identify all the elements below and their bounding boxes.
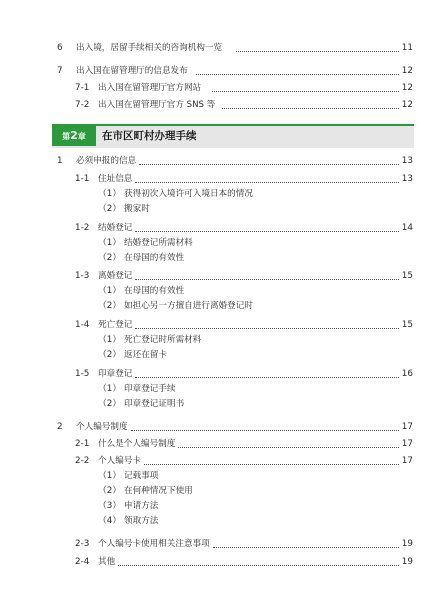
dot-leader (196, 74, 399, 75)
entry-page: 11 (401, 43, 413, 53)
entry-title: 印章登记 (98, 369, 133, 379)
toc-entry[interactable] (0, 514, 448, 528)
entry-number: 6 (57, 43, 63, 53)
entry-title: 离婚登记 (98, 271, 133, 281)
entry-title: 出入国在留管理厅官方网站 (98, 83, 202, 93)
entry-title: 领取方法 (124, 516, 159, 526)
entry-title: 个人编号卡 (98, 456, 141, 466)
toc-entry[interactable] (0, 537, 448, 551)
toc-entry[interactable] (0, 172, 448, 186)
toc-entry[interactable] (0, 382, 448, 396)
entry-title: 在母国的有效性 (124, 253, 185, 263)
entry-page: 17 (401, 456, 413, 466)
entry-title: 印章登记证明书 (124, 399, 185, 409)
toc-entry[interactable] (0, 420, 448, 434)
toc-entry[interactable] (0, 236, 448, 250)
chapter-badge (52, 126, 96, 146)
entry-title: 搬家时 (124, 204, 150, 214)
entry-number: （1） (98, 384, 122, 394)
toc-entry[interactable] (0, 469, 448, 483)
entry-number: 2 (57, 422, 63, 432)
entry-title: 必须申报的信息 (76, 156, 137, 166)
entry-title: 结婚登记所需材料 (124, 238, 193, 248)
entry-page: 12 (401, 83, 413, 93)
entry-number: 7 (57, 66, 63, 76)
entry-title: 死亡登记 (98, 320, 133, 330)
toc-entry[interactable] (0, 397, 448, 411)
toc-entry[interactable] (0, 187, 448, 201)
toc-entry[interactable] (0, 64, 448, 78)
entry-number: 2-3 (75, 539, 90, 549)
dot-leader (135, 377, 399, 378)
entry-page: 16 (401, 369, 413, 379)
entry-title: 出入国在留管理厅的信息发布 (76, 66, 188, 76)
entry-number: 1-2 (75, 223, 90, 233)
toc-entry[interactable] (0, 221, 448, 235)
entry-number: 1 (57, 156, 63, 166)
entry-number: （2） (98, 486, 122, 496)
toc-entry[interactable] (0, 202, 448, 216)
entry-page: 17 (401, 439, 413, 449)
toc-entry[interactable] (0, 154, 448, 168)
entry-number: （1） (98, 286, 122, 296)
entry-title: 个人编号制度 (76, 422, 128, 432)
entry-page: 15 (401, 271, 413, 281)
chapter-badge-prefix: 第 (62, 132, 71, 141)
entry-number: 2-1 (75, 439, 90, 449)
dot-leader (135, 328, 399, 329)
entry-number: 1-3 (75, 271, 90, 281)
toc-entry[interactable] (0, 98, 448, 112)
toc-entry[interactable] (0, 284, 448, 298)
entry-title: 印章登记手续 (124, 384, 176, 394)
entry-title: 出入国在留管理厅官方 SNS 等 (98, 100, 216, 110)
dot-leader (236, 51, 399, 52)
toc-entry[interactable] (0, 299, 448, 313)
entry-number: （1） (98, 238, 122, 248)
toc-entry[interactable] (0, 81, 448, 95)
entry-page: 12 (401, 66, 413, 76)
entry-title: 如担心另一方擅自进行离婚登记时 (124, 301, 253, 311)
entry-title: 申请方法 (124, 501, 159, 511)
entry-title: 其他 (98, 557, 116, 567)
entry-number: 1-1 (75, 174, 90, 184)
entry-page: 15 (401, 320, 413, 330)
chapter-number: 2 (70, 129, 78, 142)
toc-entry[interactable] (0, 333, 448, 347)
entry-number: 1-5 (75, 369, 90, 379)
entry-title: 结婚登记 (98, 223, 133, 233)
entry-page: 12 (401, 100, 413, 110)
toc-entry[interactable] (0, 269, 448, 283)
entry-number: 7-1 (75, 83, 90, 93)
entry-page: 17 (401, 422, 413, 432)
entry-page: 13 (401, 174, 413, 184)
entry-number: （2） (98, 253, 122, 263)
toc-entry[interactable] (0, 499, 448, 513)
dot-leader (178, 447, 399, 448)
toc-entry[interactable] (0, 41, 448, 55)
entry-number: （1） (98, 335, 122, 345)
dot-leader (131, 430, 399, 431)
entry-number: （2） (98, 204, 122, 214)
dot-leader (135, 182, 399, 183)
toc-entry[interactable] (0, 437, 448, 451)
dot-leader (213, 547, 399, 548)
entry-title: 死亡登记时所需材料 (124, 335, 202, 345)
entry-title: 返还在留卡 (124, 350, 167, 360)
entry-number: （4） (98, 516, 122, 526)
entry-number: 1-4 (75, 320, 90, 330)
entry-page: 13 (401, 156, 413, 166)
entry-title: 获得初次入境许可入境日本的情况 (124, 189, 253, 199)
entry-number: （2） (98, 350, 122, 360)
entry-title: 出入境，居留手续相关的咨询机构一览 (76, 43, 223, 53)
dot-leader (222, 108, 399, 109)
entry-number: 2-4 (75, 557, 90, 567)
entry-number: 7-2 (75, 100, 90, 110)
entry-page: 14 (401, 223, 413, 233)
entry-title: 什么是个人编号制度 (98, 439, 176, 449)
chapter-badge-suffix: 章 (77, 132, 86, 141)
chapter-heading[interactable] (52, 124, 414, 148)
entry-title: 记载事项 (124, 471, 159, 481)
dot-leader (118, 565, 399, 566)
entry-title: 个人编号卡使用相关注意事项 (98, 539, 210, 549)
entry-number: 2-2 (75, 456, 90, 466)
toc-entry[interactable] (0, 484, 448, 498)
dot-leader (144, 464, 399, 465)
toc-entry[interactable] (0, 555, 448, 569)
entry-number: （1） (98, 471, 122, 481)
toc-entry[interactable] (0, 318, 448, 332)
entry-number: （2） (98, 399, 122, 409)
entry-title: 住址信息 (98, 174, 133, 184)
dot-leader (212, 91, 399, 92)
dot-leader (139, 164, 399, 165)
entry-page: 19 (401, 539, 413, 549)
toc-entry[interactable] (0, 251, 448, 265)
entry-number: （2） (98, 301, 122, 311)
toc-entry[interactable] (0, 454, 448, 468)
dot-leader (135, 279, 399, 280)
entry-number: （3） (98, 501, 122, 511)
entry-title: 在何种情况下使用 (124, 486, 193, 496)
entry-number: （1） (98, 189, 122, 199)
chapter-title: 在市区町村办理手续 (102, 130, 197, 142)
dot-leader (135, 231, 399, 232)
toc-entry[interactable] (0, 367, 448, 381)
entry-page: 19 (401, 557, 413, 567)
toc-entry[interactable] (0, 348, 448, 362)
entry-title: 在母国的有效性 (124, 286, 185, 296)
